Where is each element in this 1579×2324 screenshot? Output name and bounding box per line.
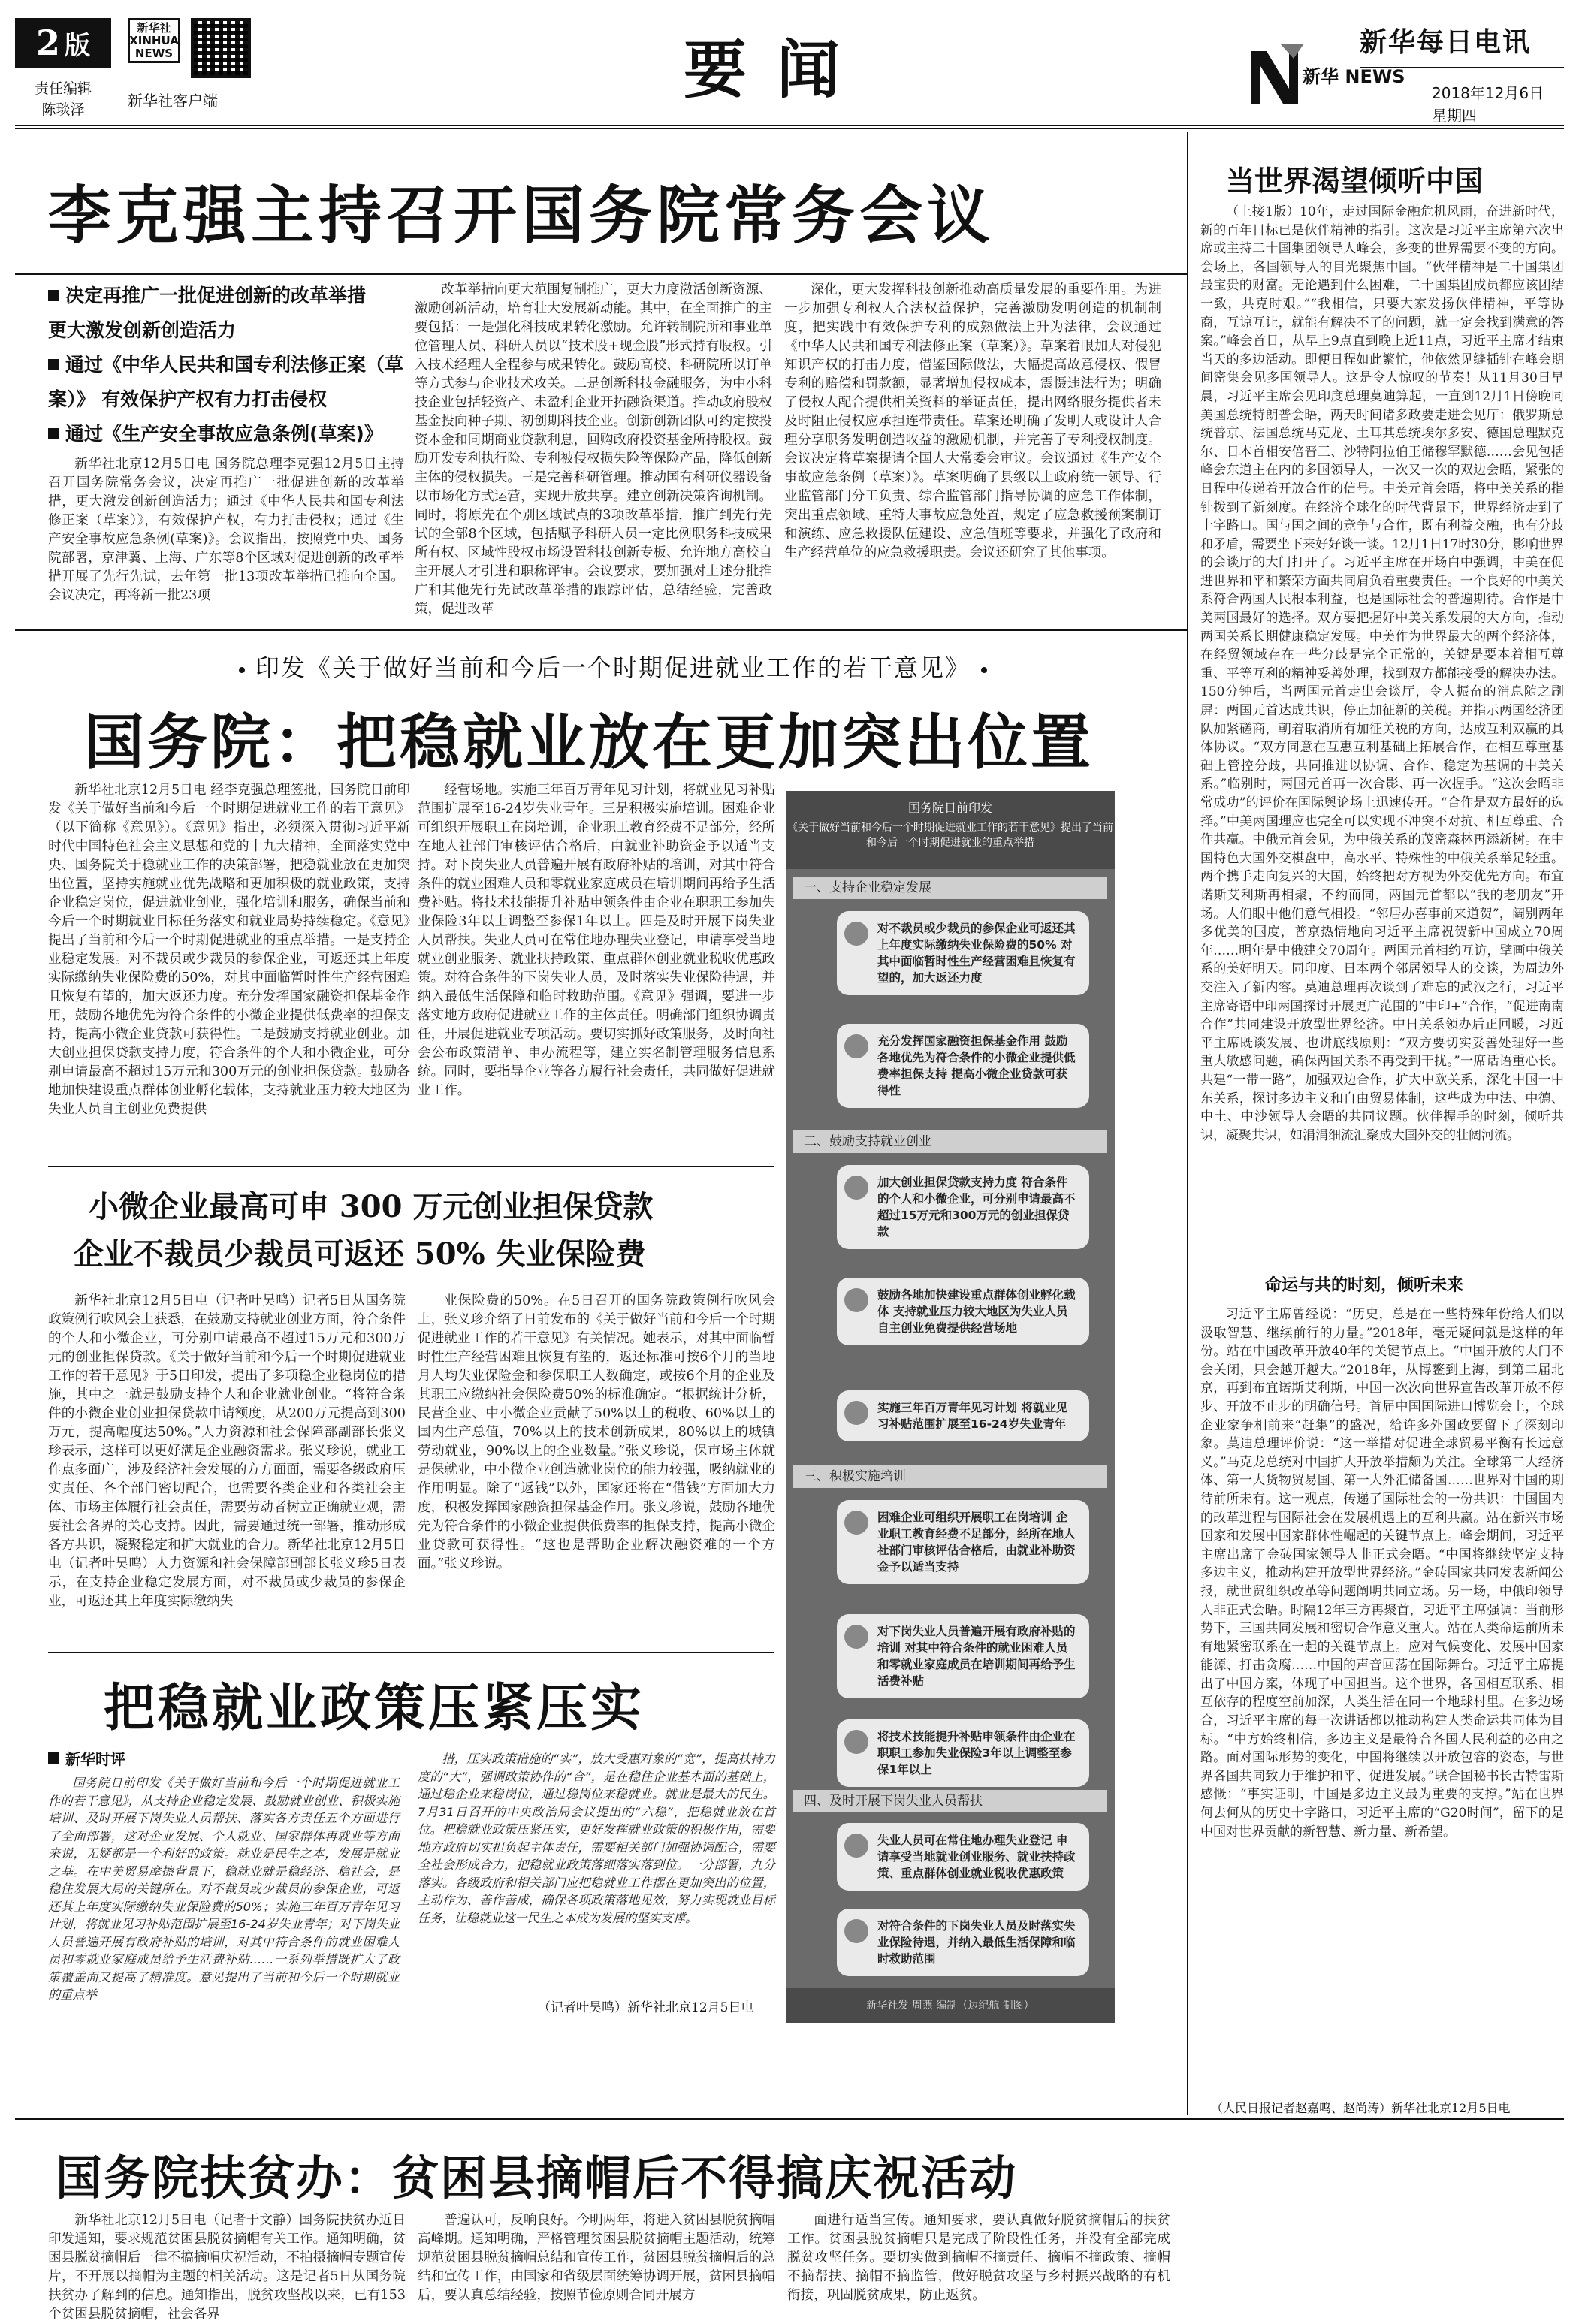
article3-subheadline: 命运与共的时刻，倾听未来	[1265, 1276, 1464, 1295]
article1-point-3: 通过《中华人民共和国专利法修正案（草	[48, 350, 403, 377]
paper-info	[1360, 21, 1564, 127]
bullet-square-icon	[48, 359, 59, 370]
article3-headline: 当世界渴望倾听中国	[1226, 164, 1484, 198]
infographic-card: 充分发挥国家融资担保基金作用 鼓励各地优先为符合条件的小微企业提供低费率担保支持 提高小微企业贷款可获得性	[837, 1024, 1089, 1108]
client-label: 新华社客户端	[128, 92, 218, 110]
article1-headline: 李克强主持召开国务院常务会议	[48, 178, 995, 252]
article1-col-3: 深化，更大发挥科技创新推动高质量发展的重要作用。为进一步加强专利权人合法权益保护，完善激励发明创造的机制制度，把实践中有效保护专利的成熟做法上升为法律，会议通过《中华人民共和国专利法修正案（草案）》。草案着眼加大对侵犯知识产权的打击力度，借鉴国际做法，大幅提高故意侵权、假冒专利的赔偿和罚款额，显著增加侵权成本，震慑违法行为；明确了侵权人配合提供相关资料的举证责任，提出网络服务提供者未及时阻止侵权应承担连带责任。草案还明确了发明人或设计人合理分享职务发明创造收益的激励机制，并完善了专利授权制度。会议决定将草案提请全国人大常委会审议。会议通过《生产安全事故应急条例（草案）》。草案明确了县级以上政府统一领导、行业监管部门分工负责、综合监管部门指导协调的应急工作体制，突出重点领域、重特大事故应急处置，规定了应急救援预案制订和演练、应急救援队伍建设、应急值班等要求，并强化了政府和生产经营单位的应急救援职责。会议还研究了其他事项。	[784, 282, 1161, 560]
article4-col-2: 普遍认可，反响良好。今明两年，将进入贫困县脱贫摘帽高峰期。通知明确，严格管理贫困县脱贫摘帽主题活动，统筹规范贫困县脱贫摘帽总结和宣传工作，贫困县脱贫摘帽后的总结和宣传工作，由国家和省级层面统筹协调开展，贫困县摘帽后，要认真总结经验，按照节俭原则合同开展方	[418, 2213, 775, 2303]
document-icon	[844, 1834, 868, 1858]
dot-icon	[239, 667, 245, 673]
editor-info	[15, 78, 111, 120]
news-logo-icon	[1244, 36, 1405, 111]
coin-icon	[844, 1034, 868, 1058]
infographic-card: 将技术技能提升补贴申领条件由企业在职职工参加失业保险3年以上调整至参保1年以上	[837, 1719, 1089, 1787]
infographic-card: 对符合条件的下岗失业人员及时落实失业保险待遇，并纳入最低生活保障和临时救助范围	[837, 1909, 1089, 1976]
article3-col-1: （上接1版）10年，走过国际金融危机风雨，奋进新时代，新的百年目标已是伙伴精神的指引。这次是习近平主席第六次出席或主持二十国集团领导人峰会，多变的世界需要不变的方向。会场上，各国领导人的目光聚焦中国。“伙伴精神是二十国集团最宝贵的财富。无论遇到什么困难，二十国集团成员都应该团结一致，共克时艰。”“我相信，只要大家发扬伙伴精神，平等协商，互谅互让，就能有解决不了的问题，就一定会找到满意的答案。”峰会首日，从早上9点直到晚上近11点，习近平主席才结束当天的多边活动。即便日程如此繁忙，他依然见缝插针在峰会期间密集会见多国领导人。这是令人惊叹的节奏！从11月30日早晨，习近平主席会见印度总理莫迪算起，一直到12月1日傍晚同美国总统特朗普会晤，两天时间诸多政要走进会见厅：俄罗斯总统普京、法国总统马克龙、土耳其总统埃尔多安、德国总理默克尔、日本首相安倍晋三、沙特阿拉伯王储穆罕默德……会见包括峰会东道主在内的多国领导人，一次又一次的双边会晤，紧张的日程中传递着开放合作的信号。中美元首会晤，将中美关系的指针拨到了新刻度。在经济全球化的时代背景下，世界经济走到了十字路口。国与国之间的竞争与合作，既有利益交融，也有分歧和矛盾，需要坐下来好好谈一谈。12月1日17时30分，影响世界的会谈厅的大门打开了。习近平主席在开场白中强调，中美在促进世界和平和繁荣方面共同肩负着重要责任。一个良好的中美关系符合两国人民根本利益，也是国际社会的普遍期待。合作是中美两国最好的选择。双方要把握好中美关系发展的大方向，推动两国关系长期健康稳定发展。中美作为世界最大的两个经济体，在经贸领域存在一些分歧是完全正常的，关键是要本着相互尊重、平等互利的精神妥善处理，找到双方都能接受的解决办法。150分钟后，当两国元首走出会谈厅，令人振奋的消息随之刷屏：两国元首达成共识，停止加征新的关税。并指示两国经济团队加紧磋商，朝着取消所有加征关税的方向，达成互利双赢的具体协议。“双方同意在互惠互利基础上拓展合作，在相互尊重基础上管控分歧，共同推进以协调、合作、稳定为基调的中美关系。”临别时，两国元首再一次合影、再一次握手。“这次会晤非常成功”的评价在国际舆论场上迅速传开。“合作是双方最好的选择。”中美两国理应也完全可以实现不冲突不对抗、相互尊重、合作共赢。中俄元首会见，为中俄关系的茂密森林再添新树。在中国特色大国外交棋盘中，高水平、特殊性的中俄关系举足轻重。两个携手走向复兴的大国，始终把对方视为外交优先方向。布宜诺斯艾利斯再相聚，不约而同，两国元首都以“我的老朋友”开场。人们眼中他们意气相投。“邻居办喜事前来道贺”，阔别两年多优美的国度，普京热情地向习近平主席祝贺新中国成立70周年……明年是中俄建交70周年。两国元首相约互访，擘画中俄关系的美好明天。同印度、日本两个邻居领导人的交谈，为周边外交注入了新内容。莫迪总理再次谈到了难忘的武汉之行，习近平主席寄语中印两国探讨开展更广范围的“中印+”合作，“促进南南合作”共同建设开放型世界经济。中日关系领办后正回暖，习近平主席既谈发展、也讲底线原则：“双方要切实妥善处理好一些重大敏感问题，确保两国关系不再受到干扰。”一席话语重心长。共建“一带一路”，加强双边合作，扩大中欧关系，深化中国一中东关系，探讨多边主义和自由贸易体制，这些成为中法、中德、中土、中沙领导人会晤的共同议题。伙伴握手的时刻，倾听共识，凝聚共识，如涓涓细流汇聚成大国外交的壮阔河流。	[1200, 204, 1564, 1143]
divider	[15, 2118, 1564, 2120]
article2-headline: 国务院：把稳就业放在更加突出位置	[84, 707, 1094, 777]
masthead	[15, 11, 1564, 129]
paper-name: 新华每日电讯	[1360, 21, 1564, 68]
infographic-footer: 新华社发 周燕 编制（边纪航 制图）	[786, 1988, 1115, 2023]
comment-label: 新华时评	[48, 1747, 125, 1769]
infographic-card: 加大创业担保贷款支持力度 符合条件的个人和小微企业，可分别申请最高不超过15万元和300万元的创业担保贷款	[837, 1165, 1089, 1249]
infographic-section-3: 三、积极实施培训	[793, 1465, 1107, 1488]
divider	[48, 1166, 774, 1167]
person-icon	[844, 1401, 868, 1425]
comment-dateline: （记者叶昊鸣）新华社北京12月5日电	[538, 2000, 754, 2015]
divider	[48, 1652, 774, 1653]
news-logo-text: 新华 NEWS	[1303, 66, 1405, 87]
tools-icon	[844, 1730, 868, 1754]
article3-dateline: （人民日报记者赵嘉鸣、赵尚涛）新华社北京12月5日电	[1211, 2101, 1511, 2115]
book-icon	[844, 1625, 868, 1649]
article4-col-1: 新华社北京12月5日电（记者于文静）国务院扶贫办近日印发通知，要求规范贫困县脱贫摘帽有关工作。通知明确，贫困县脱贫摘帽后一律不搞摘帽庆祝活动，不拍摄摘帽专题宣传片，不开展以摘帽为主题的相关活动。这是记者5日从国务院扶贫办了解到的信息。通知指出，脱贫攻坚战以来，已有153个贫困县脱贫摘帽，社会各界	[48, 2213, 406, 2322]
infographic-card: 鼓励各地加快建设重点群体创业孵化载体 支持就业压力较大地区为失业人员自主创业免费提供经营场地	[837, 1278, 1089, 1345]
infographic-section-4: 四、及时开展下岗失业人员帮扶	[793, 1790, 1107, 1812]
infographic-card: 对不裁员或少裁员的参保企业可返还其上年度实际缴纳失业保险费的50% 对其中面临暂时性生产经营困难且恢复有望的，加大返还力度	[837, 911, 1089, 995]
article1-col-1: 新华社北京12月5日电 国务院总理李克强12月5日主持召开国务院常务会议，决定再推广一批促进创新的改革举措，更大激发创新创造活力；通过《中华人民共和国专利法修正案（草案）》，有效保护产权，有力打击侵权；通过《生产安全事故应急条例(草案)》。会议指出，按照党中央、国务院部署，京津冀、上海、广东等8个区域对促进创新的改革举措开展了先行先试，去年第一批13项改革举措已推向全国。会议决定，再将新一批23项	[48, 457, 404, 603]
article1-point-2: 更大激发创新创造活力	[48, 319, 237, 341]
infographic-title: 国务院日前印发	[907, 801, 992, 815]
article2-subheadline-1: 小微企业最高可申 300 万元创业担保贷款	[89, 1189, 654, 1224]
bullet-square-icon	[48, 428, 59, 439]
bullet-square-icon	[48, 290, 59, 301]
page-number-badge	[15, 18, 111, 68]
article2-col-4: 业保险费的50%。在5日召开的国务院政策例行吹风会上，张义珍介绍了日前发布的《关于做好当前和今后一个时期促进就业工作的若干意见》有关情况。她表示，对其中面临暂时性生产经营困难且恢复有望的，返还标准可按6个月的当地月人均失业保险金和参保职工人数确定，或按6个月的企业及其职工应缴纳社会保险费50%的标准确定。“根据统计分析，民营企业、中小微企业贡献了50%以上的税收、60%以上的国内生产总值，70%以上的技术创新成果，80%以上的城镇劳动就业，90%以上的企业数量。”张义珍说，保市场主体就是保就业，中小微企业创造就业岗位的能力较强，吸纳就业的作用明显。除了“返钱”以外，国家还将在“借钱”方面加大力度，积极发挥国家融资担保基金作用。张义珍说，鼓励各地优先为符合条件的小微企业提供低费率的担保支持，提高小微企业贷款可获得性。“这也是帮助企业解决融资难的一个方面。”张义珍说。	[418, 1293, 775, 1571]
dot-icon	[981, 667, 987, 673]
infographic-description: 《关于做好当前和今后一个时期促进就业工作的若干意见》提出了当前和今后一个时期促进就业的重点举措	[787, 822, 1113, 849]
article2-kicker: 印发《关于做好当前和今后一个时期促进就业工作的若干意见》	[228, 649, 998, 684]
qr-code-icon	[191, 18, 251, 78]
infographic-section-1: 一、支持企业稳定发展	[793, 877, 1107, 899]
article1-point-1: 决定再推广一批促进创新的改革举措	[48, 281, 366, 308]
article4-headline: 国务院扶贫办：贫困县摘帽后不得搞庆祝活动	[56, 2150, 1018, 2205]
hands-icon	[844, 1919, 868, 1943]
divider	[15, 273, 1187, 275]
page-number: 2	[35, 23, 60, 63]
column-divider	[1187, 132, 1188, 2115]
bullet-square-icon	[48, 1752, 59, 1764]
infographic-card: 困难企业可组织开展职工在岗培训 企业职工教育经费不足部分，经所在地人社部门审核评估合格后，由就业补助资金予以适当支持	[837, 1500, 1089, 1584]
divider	[15, 629, 1187, 631]
editor-label: 责任编辑	[34, 80, 92, 97]
editor-name: 陈琰泽	[41, 101, 85, 118]
infographic-section-2: 二、鼓励支持就业创业	[793, 1130, 1107, 1153]
comment-col-2: 措，压实政策措施的“实”，放大受惠对象的“宽”，提高扶持力度的“大”，强调政策协作的“合”，是在稳住企业基本面的基础上，通过稳企业来稳岗位，通过稳岗位来稳就业。就业是最大的民生。7月31日召开的中央政治局会议提出的“六稳”，把稳就业放在首位。把稳就业政策压紧压实，更好发挥就业政策的积极作用，需要地方政府切实担负起主体责任，需要相关部门加强协调配合，需要全社会形成合力，把稳就业政策落细落实落到位。一分部署，九分落实。各级政府和相关部门应把稳就业工作摆在更加突出的位置，主动作为、善作善成，确保各项政策落地见效，努力实现就业目标任务，让稳就业这一民生之本成为发展的坚实支撑。	[418, 1752, 775, 1925]
infographic-card: 失业人员可在常住地办理失业登记 申请享受当地就业创业服务、就业扶持政策、重点群体创业就业税收优惠政策	[837, 1823, 1089, 1891]
article1-col-2: 改革举措向更大范围复制推广，更大力度激活创新资源、激励创新活动，培育壮大发展新动能。其中，在全面推广的主要包括：一是强化科技成果转化激励。允许转制院所和事业单位管理人员、科研人员以“技术股+现金股”形式持有股权。引入技术经理人全程参与成果转化。鼓励高校、科研院所以订单等方式参与企业技术攻关。二是创新科技金融服务，为中小科技企业包括轻资产、未盈利企业开拓融资渠道。推动政府股权基金投向种子期、初创期科技企业。创新创新团队可约定按投资本金和同期商业贷款利息，回购政府投资基金所持股权。鼓励开发专利执行险、专利被侵权损失险等保险产品，降低创新主体的侵权损失。三是完善科研管理。推动国有科研仪器设备以市场化方式运营，实现开放共享。建立创新决策咨询机制。同时，将原先在个别区域试点的3项改革举措，推广到先行先试的全部8个区域，包括赋予科研人员一定比例职务科技成果所有权、区域性股权市场设置科技创新专板、允许地方高校自主开展人才引进和职称评审。会议要求，要加强对上述分批推广和其他先行先试改革举措的跟踪评估，总结经验，完善政策，促进改革	[415, 282, 772, 617]
building-icon	[844, 1288, 868, 1312]
article1-point-4: 案）》 有效保护产权有力打击侵权	[48, 388, 328, 410]
comment-col-1: 国务院日前印发《关于做好当前和今后一个时期促进就业工作的若干意见》，从支持企业稳定发展、鼓励就业创业、积极实施培训、及时开展下岗失业人员帮扶、落实各方责任五个方面进行了全面部署，这对企业发展、个人就业、国家群体再就业等方面来说，无疑都是一个利好的政策。就业是民生之本，发展是就业之基。在中美贸易摩擦背景下，稳就业就是稳经济、稳社会，是稳住发展大局的关键所在。对不裁员或少裁员的参保企业，可返还其上年度实际缴纳失业保险费的50%；实施三年百万青年见习计划，将就业见习补贴范围扩展至16-24岁失业青年；对下岗失业人员普遍开展有政府补贴的培训，对其中符合条件的就业困难人员和零就业家庭成员给予生活费补贴……一系列举措既扩大了政策覆盖面又提高了精准度。意见提出了当前和今后一个时期就业的重点举	[48, 1776, 400, 2002]
article2-subheadline-2: 企业不裁员少裁员可返还 50% 失业保险费	[74, 1236, 646, 1272]
article2-col-2: 经营场地。实施三年百万青年见习计划，将就业见习补贴范围扩展至16-24岁失业青年。三是积极实施培训。困难企业可组织开展职工在岗培训，企业职工教育经费不足部分，经所在地人社部门审核评估合格后，由就业补助资金予以适当支持。对下岗失业人员普遍开展有政府补贴的培训，对其中符合条件的就业困难人员和零就业家庭成员在培训期间再给予生活费补贴。将技术技能提升补贴申领条件由企业在职职工参加失业保险3年以上调整至参保1年以上。四是及时开展下岗失业人员帮扶。失业人员可在常住地办理失业登记，申请享受当地就业创业服务、就业扶持政策、重点群体创业就业税收优惠政策。对符合条件的下岗失业人员，及时落实失业保险待遇，并纳入最低生活保障和临时救助范围。《意见》强调，要进一步落实地方政府促进就业工作的主体责任。明确部门组织协调责任，开展促进就业专项活动。要切实抓好政策服务，及时向社会公布政策清单、申办流程等，建立实名制管理服务信息系统。同时，要指导企业等各方履行社会责任，共同做好促进就业工作。	[418, 783, 775, 1098]
page-unit: 版	[65, 30, 90, 61]
xinhua-logo-icon: 新华社 XINHUA NEWS	[128, 18, 180, 63]
article1-point-5: 通过《生产安全事故应急条例(草案)》	[48, 419, 383, 446]
infographic-card: 实施三年百万青年见习计划 将就业见习补贴范围扩展至16-24岁失业青年	[837, 1390, 1089, 1441]
infographic-header	[786, 791, 1115, 869]
article4-col-3: 面进行适当宣传。通知要求，要认真做好脱贫摘帽后的扶贫工作。贫困县脱贫摘帽只是完成了阶段性任务，并没有全部完成脱贫攻坚任务。要切实做到摘帽不摘责任、摘帽不摘政策、摘帽不摘帮扶、摘帽不摘监管，做好脱贫攻坚与乡村振兴战略的有机衔接，巩固脱贫成果，防止返贫。	[787, 2213, 1170, 2303]
bank-icon	[844, 1176, 868, 1200]
article2-subheadline-3: 把稳就业政策压紧压实	[104, 1678, 645, 1738]
infographic	[786, 791, 1115, 2023]
issue-weekday: 星期四	[1432, 107, 1477, 125]
article2-col-3: 新华社北京12月5日电（记者叶昊鸣）记者5日从国务院政策例行吹风会上获悉，在鼓励支持就业创业方面，符合条件的个人和小微企业，可分别申请最高不超过15万元和300万元的创业担保贷款。《关于做好当前和今后一个时期促进就业工作的若干意见》于5日印发，提出了多项稳企业稳岗位的措施，其中之一就是鼓励支持个人和企业就业创业。“将符合条件的小微企业创业担保贷款申请额度，从200万元提高到300万元，提高幅度达50%。”人力资源和社会保障部副部长张义珍表示，这样可以更好满足企业融资需求。张义珍说，就业工作点多面广，涉及经济社会发展的方方面面，需要各级政府压实责任、各个部门密切配合，也需要各类企业和各类社会主体、市场主体履行社会责任，需要劳动者树立正确就业观，需要社会各界的关心支持。因此，需要通过统一部署，推动形成各方共识，凝聚稳定和扩大就业的合力。新华社北京12月5日电（记者叶昊鸣）人力资源和社会保障部副部长张义珍5日表示，在支持企业稳定发展方面，对不裁员或少裁员的参保企业，可返还其上年度实际缴纳失	[48, 1293, 406, 1609]
infographic-card: 对下岗失业人员普遍开展有政府补贴的培训 对其中符合条件的就业困难人员和零就业家庭成员在培训期间再给予生活费补贴	[837, 1614, 1089, 1698]
xinhua-client-block	[128, 18, 263, 113]
training-icon	[844, 1511, 868, 1535]
section-title: 要闻	[684, 32, 871, 107]
issue-date: 2018年12月6日	[1432, 84, 1544, 102]
shield-icon	[844, 922, 868, 946]
article2-col-1: 新华社北京12月5日电 经李克强总理签批，国务院日前印发《关于做好当前和今后一个时期促进就业工作的若干意见》（以下简称《意见》）。《意见》指出，必须深入贯彻习近平新时代中国特色社会主义思想和党的十九大精神，全面落实党中央、国务院关于稳就业工作的决策部署，把稳就业放在更加突出位置，坚持实施就业优先战略和更加积极的就业政策，支持企业稳定岗位，促进就业创业，强化培训和服务，确保当前和今后一个时期就业目标任务落实和就业局势持续稳定。《意见》提出了当前和今后一个时期促进就业的重点举措。一是支持企业稳定发展。对不裁员或少裁员的参保企业，可返还其上年度实际缴纳失业保险费的50%，对其中面临暂时性生产经营困难且恢复有望的，加大返还力度。充分发挥国家融资担保基金作用，鼓励各地优先为符合条件的小微企业提供低费率的担保支持，提高小微企业贷款可获得性。二是鼓励支持就业创业。加大创业担保贷款支持力度，符合条件的个人和小微企业，可分别申请最高不超过15万元和300万元的创业担保贷款。鼓励各地加快建设重点群体创业孵化载体，支持就业压力较大地区为失业人员自主创业免费提供	[48, 783, 410, 1117]
article3-col-2: 习近平主席曾经说：“历史，总是在一些特殊年份给人们以汲取智慧、继续前行的力量。”2018年，毫无疑问就是这样的年份。站在中国改革开放40年的关键节点上。“中国开放的大门不会关闭，只会越开越大。”2018年，从博鳌到上海，到第二届北京，再到布宜诺斯艾利斯，中国一次次向世界宣告改革开放不停步、开放不止步的明确信号。首届中国国际进口博览会上，全球企业家争相前来“赶集”的盛况，给许多外国政要留下了深刻印象。莫迪总理评价说：“这一举措对促进全球贸易平衡有长远意义。”马克龙总统对中国扩大开放举措颇为关注。全球第二大经济体、第一大货物贸易国、第一大外汇储备国……世界对中国的期待前所未有。这一观点，传递了国际社会的一份共识：中国国内的改革进程与国际社会在发展机遇上的互利共赢。站在新兴市场国家和发展中国家群体性崛起的关键节点上。峰会期间，习近平主席出席了金砖国家领导人非正式会晤。“中国将继续坚定支持多边主义，推动构建开放型世界经济。”金砖国家共同发表新闻公报，就世贸组织改革等问题阐明共同立场。另一场，中俄印领导人非正式会晤。时隔12年三方再聚首，习近平主席强调：当前形势下，三国共同发展和密切合作意义重大。站在人类命运前所未有地紧密联系在一起的关键节点上。应对气候变化、发展中国家能源、打击贪腐……中国的声音回荡在国际舞台。习近平主席提出了中国方案，体现了中国担当。这个世界，各国相互联系、相互依存的程度空前加深，人类生活在同一个地球村里。在多边场合，习近平主席的每一次讲话都以推动构建人类命运共同体为目标。“中方始终相信，多边主义是最符合各国人民利益的必由之路。面对国际形势的变化，中国将继续以开放包容的姿态，与世界各国共同致力于维护和平、促进发展。”联合国秘书长古特雷斯感慨：“事实证明，中国是多边主义最为重要的支撑。”站在世界何去何从的历史十字路口，习近平主席的“G20时间”，留下的是中国对世界贡献的新智慧、新力量、新希望。	[1200, 1307, 1564, 1840]
